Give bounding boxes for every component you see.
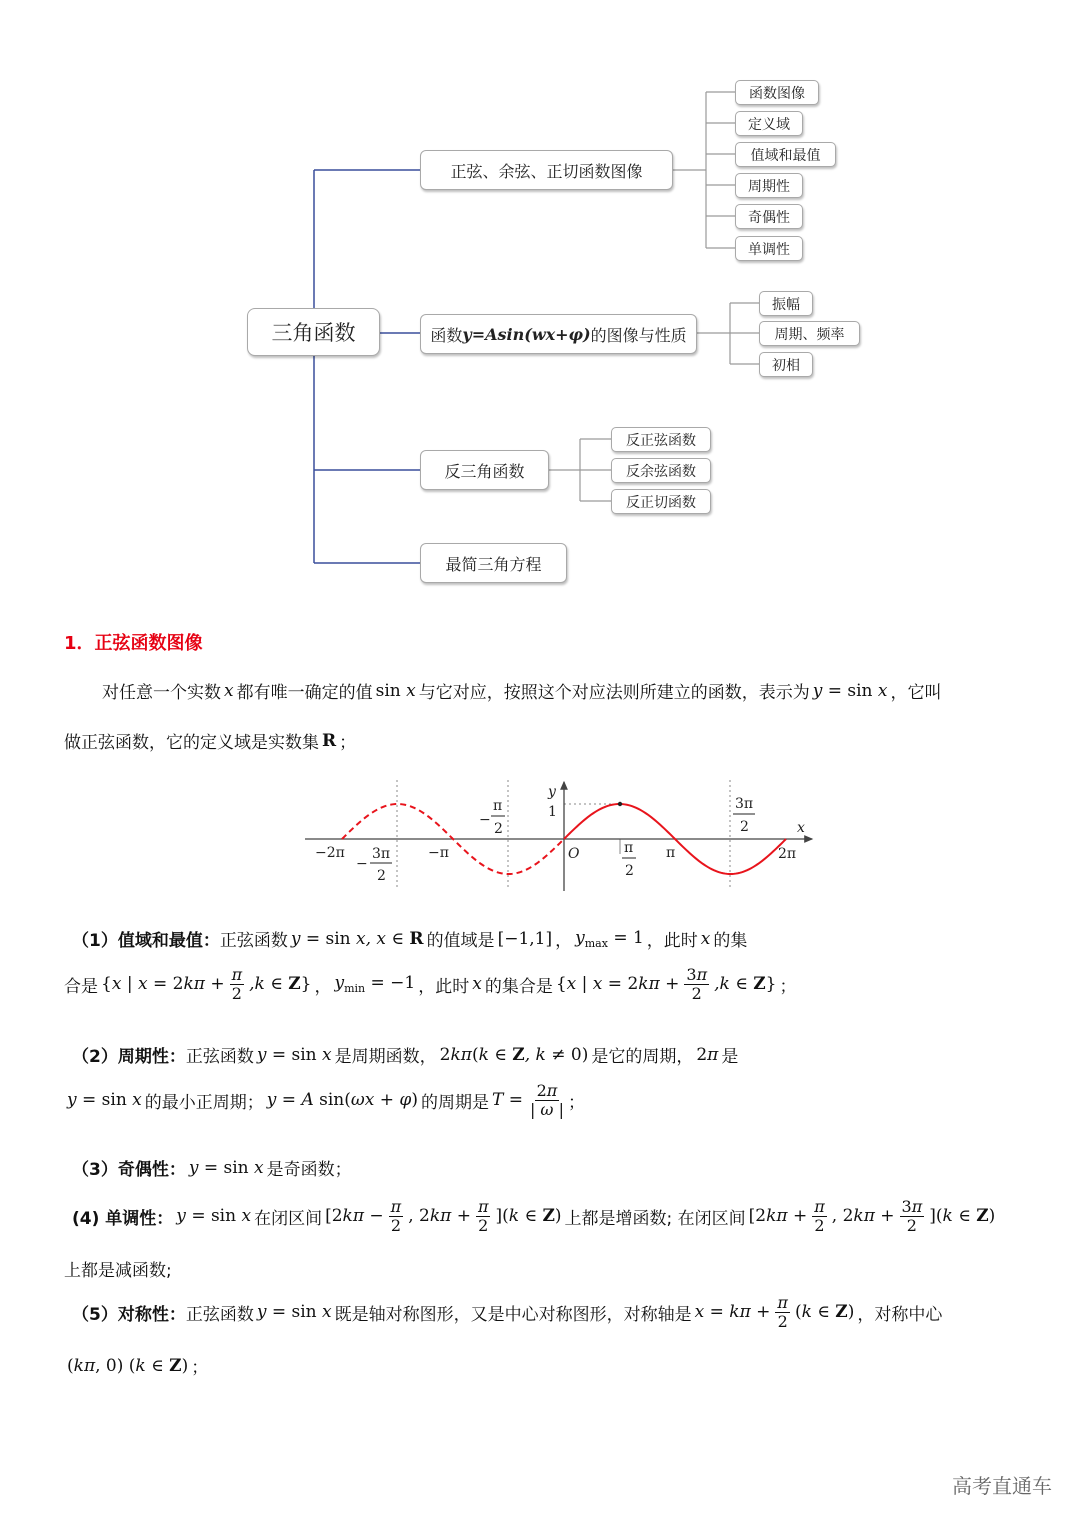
prop4-line2	[64, 1256, 172, 1281]
prop-text: 的值域是	[426, 931, 495, 951]
math-sinx: sin x	[375, 680, 416, 701]
prop3-line	[72, 1155, 352, 1180]
prop-text: 正弦函数	[219, 931, 288, 951]
sine-graph	[300, 776, 820, 894]
intro-text: ，它叫	[890, 683, 942, 703]
prop-text: 的周期是	[420, 1092, 489, 1113]
math-axis-tail: (k ∈ Z)	[794, 1302, 855, 1323]
frac-pi-2: $\frac{\pi}{2}$	[814, 1197, 825, 1235]
frac-3pi-2: $\frac{3\pi}{2}$	[686, 965, 708, 1003]
prop-text: 上都是减函数;	[64, 1261, 172, 1281]
prop-text: 是奇函数；	[266, 1160, 352, 1180]
math-sinx-domain: y = sin x, x ∈ R	[290, 928, 424, 949]
math-range: [−1,1]	[497, 928, 553, 949]
prop4-heading: (4) 单调性：	[72, 1208, 174, 1229]
leaf-domain: 定义域	[735, 111, 803, 136]
prop-text: 在闭区间	[254, 1208, 323, 1229]
math-ymin: $y_{min} = -1$	[334, 973, 416, 996]
math-inc-interval-tail: ](k ∈ Z)	[495, 1206, 562, 1227]
label-pi2-den: 2	[625, 863, 634, 879]
prop-text: ，对称中心	[857, 1304, 943, 1325]
label-neg-pi: −π	[428, 845, 449, 861]
math-x: x	[472, 974, 482, 995]
math-inc-interval-mid: , 2kπ +	[408, 1206, 471, 1227]
prop-text: ；	[779, 976, 797, 997]
branch-asin-function	[420, 314, 697, 354]
math-2pi: 2π	[696, 1044, 719, 1065]
label-origin: O	[568, 846, 580, 862]
prop-text: ；	[191, 1358, 209, 1378]
leaf-function-graph: 函数图像	[735, 80, 819, 105]
prop-text: 上都是增函数; 在闭区间	[564, 1208, 746, 1229]
math-asin: y = A sin(ωx + φ)	[266, 1090, 418, 1111]
intro-line-1	[102, 678, 942, 703]
math-y-eq-sinx: y = sin x	[67, 1090, 142, 1111]
prop-text: 是它的周期，	[591, 1047, 694, 1067]
leaf-range-extrema: 值域和最值	[735, 142, 836, 167]
prop5-line2	[64, 1353, 208, 1378]
frac-pi-2: $\frac{\pi}{2}$	[477, 1197, 489, 1235]
frac-pi-2: $\frac{\pi}{2}$	[231, 965, 243, 1003]
prop-text: 的集合是	[484, 976, 553, 997]
math-set-max: {x | x = 2kπ +	[101, 974, 225, 995]
prop-text: ；	[567, 1092, 585, 1113]
mind-map-connectors	[0, 0, 1080, 600]
max-point	[618, 802, 622, 806]
label-3pi2-den: 2	[740, 819, 749, 835]
label-neg-2pi: −2π	[315, 845, 345, 861]
prop-text: ，此时	[418, 976, 470, 997]
label-neg-pi2-den: 2	[494, 821, 503, 837]
prop-text: ，	[314, 976, 332, 997]
math-R: R	[322, 730, 337, 751]
prop1-heading: （1）值域和最值：	[72, 931, 220, 951]
leaf-monotonicity: 单调性	[735, 236, 803, 261]
label-2pi: 2π	[778, 846, 797, 862]
prop2-line2	[64, 1082, 585, 1118]
frac-period: $\frac{2\pi}{| \omega |}$	[529, 1081, 564, 1119]
frac-pi-2: $\frac{\pi}{2}$	[777, 1293, 788, 1331]
prop4-line1	[72, 1198, 998, 1234]
y-axis-label: y	[548, 784, 556, 800]
branch2-label-formula: y=Asin(wx+φ)	[462, 324, 591, 344]
intro-text: 都有唯一确定的值	[236, 683, 373, 703]
math-set-max-tail: ,k ∈ Z}	[249, 974, 312, 995]
label-pi2-num: π	[624, 840, 634, 856]
frac-pi-2: $\frac{\pi}{2}$	[390, 1197, 402, 1235]
math-y-eq-sinx: y = sin x	[256, 1044, 332, 1065]
leaf-initial-phase: 初相	[759, 352, 813, 377]
math-x: x	[700, 928, 711, 949]
prop-text: 的集	[713, 931, 748, 951]
label-neg-pi2-num: π	[493, 798, 503, 814]
math-set-min-tail: ,k ∈ Z}	[714, 974, 777, 995]
leaf-arccos: 反余弦函数	[611, 458, 711, 483]
prop-text: 正弦函数	[185, 1304, 254, 1325]
leaf-period-frequency: 周期、频率	[759, 321, 860, 346]
mind-map	[0, 0, 1080, 600]
branch-inverse-trig: 反三角函数	[420, 450, 549, 490]
prop5-heading: （5）对称性：	[72, 1304, 186, 1325]
math-set-min: {x | x = 2kπ +	[555, 974, 680, 995]
label-neg-3pi2-num: 3π	[372, 846, 391, 862]
label-neg-3pi2-den: 2	[377, 868, 386, 884]
mindmap-root: 三角函数	[247, 308, 380, 356]
branch2-label-post: 的图像与性质	[590, 325, 687, 345]
math-y-eq-sinx: y = sin x	[812, 680, 888, 701]
math-ymax: $y_{max} = 1$	[575, 927, 644, 950]
prop-text: ，	[555, 931, 573, 951]
watermark: 高考直通车	[952, 1474, 1052, 1498]
math-y-eq-sinx: y = sin x	[188, 1157, 264, 1178]
leaf-periodicity: 周期性	[735, 173, 803, 198]
leaf-arctan: 反正切函数	[611, 489, 711, 514]
math-inc-interval: [2kπ −	[325, 1206, 384, 1227]
math-dec-interval-mid: , 2kπ +	[831, 1206, 895, 1227]
label-neg-pi2-sign: −	[479, 812, 491, 828]
prop-text: 正弦函数	[185, 1047, 254, 1067]
prop-text: 是	[721, 1047, 739, 1067]
math-y-eq-sinx: y = sin x	[256, 1302, 332, 1323]
leaf-amplitude: 振幅	[759, 291, 813, 316]
x-axis-label: x	[797, 820, 805, 836]
math-axis: x = kπ +	[694, 1302, 771, 1323]
label-neg-3pi2-sign: −	[356, 856, 368, 872]
branch-trig-graphs: 正弦、余弦、正切函数图像	[420, 150, 673, 190]
frac-3pi-2: $\frac{3\pi}{2}$	[901, 1197, 923, 1235]
intro-text: 做正弦函数，它的定义域是实数集	[64, 733, 319, 753]
prop-text: 是周期函数，	[334, 1047, 437, 1067]
label-one: 1	[548, 804, 557, 820]
prop1-line2	[64, 966, 796, 1002]
prop-text: 既是轴对称图形，又是中心对称图形，对称轴是	[334, 1304, 692, 1325]
label-pi: π	[666, 845, 676, 861]
prop2-heading: （2）周期性：	[72, 1047, 186, 1067]
prop5-line1	[72, 1294, 942, 1330]
leaf-parity: 奇偶性	[735, 204, 803, 229]
prop2-line1	[72, 1042, 738, 1067]
math-y-eq-sinx: y = sin x	[176, 1206, 252, 1227]
prop1-line1	[72, 926, 747, 951]
intro-text: 对任意一个实数	[102, 683, 221, 703]
leaf-arcsin: 反正弦函数	[611, 427, 711, 452]
label-3pi2-num: 3π	[735, 796, 754, 812]
branch2-label-pre: 函数	[430, 325, 463, 345]
math-dec-interval: [2kπ +	[748, 1206, 808, 1227]
math-center: (kπ, 0) (k ∈ Z)	[67, 1355, 189, 1376]
math-x: x	[224, 680, 234, 701]
branch-simple-trig-equation: 最简三角方程	[420, 543, 567, 583]
section-title: 1．正弦函数图像	[64, 633, 203, 654]
math-T: T =	[491, 1090, 523, 1111]
prop-text: 的最小正周期；	[144, 1092, 264, 1113]
prop-text: 合是	[64, 976, 98, 997]
math-period-set: 2kπ(k ∈ Z, k ≠ 0)	[439, 1044, 589, 1065]
intro-line-2	[64, 728, 356, 753]
intro-text: ；	[339, 733, 357, 753]
prop-text: ，此时	[646, 931, 698, 951]
intro-text: 与它对应，按照这个对应法则所建立的函数，表示为	[418, 683, 810, 703]
prop3-heading: （3）奇偶性：	[72, 1160, 186, 1180]
math-dec-interval-tail: ](k ∈ Z)	[929, 1206, 996, 1227]
